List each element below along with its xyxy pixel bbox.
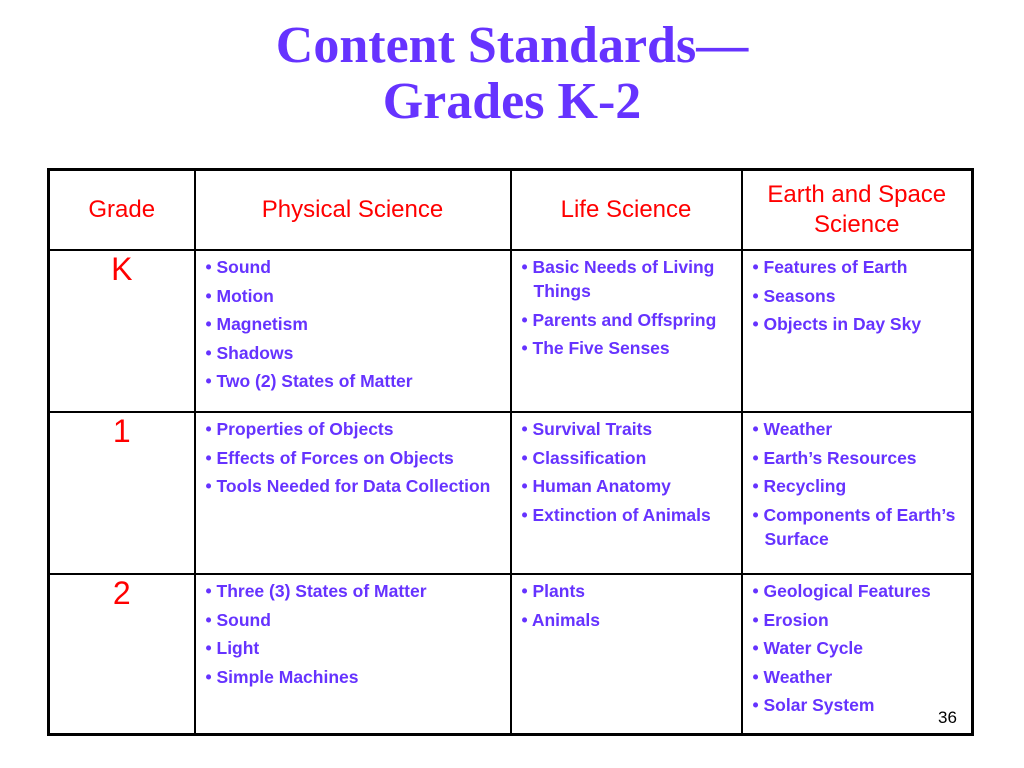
topic-list xyxy=(196,575,510,689)
life-science-cell xyxy=(511,250,742,412)
topic-list xyxy=(743,413,972,551)
topic-item xyxy=(753,665,964,689)
topic-text: Recycling xyxy=(763,476,847,496)
topic-item xyxy=(206,255,502,279)
topic-text: Components of Earth’s Surface xyxy=(763,504,956,549)
bullet-icon: • xyxy=(521,581,533,601)
topic-item xyxy=(753,255,964,279)
grade-cell: K xyxy=(49,250,195,412)
topic-list xyxy=(512,251,741,360)
topic-text: Basic Needs of Living Things xyxy=(532,257,715,301)
bullet-icon: • xyxy=(752,314,764,334)
topic-item xyxy=(753,608,964,632)
topic-item xyxy=(206,341,502,365)
bullet-icon: • xyxy=(205,419,217,439)
topic-text: Effects of Forces on Objects xyxy=(216,447,454,468)
bullet-icon: • xyxy=(752,419,764,439)
topic-text: Simple Machines xyxy=(216,666,359,687)
topic-text: Features of Earth xyxy=(763,257,908,277)
topic-list xyxy=(196,413,510,498)
bullet-icon: • xyxy=(205,342,217,363)
topic-item xyxy=(753,579,964,603)
topic-item xyxy=(206,369,502,393)
header-earth-space-science: Earth and Space Science xyxy=(742,170,973,251)
topic-item xyxy=(522,417,733,441)
bullet-icon: • xyxy=(752,257,764,277)
header-life-science: Life Science xyxy=(511,170,742,251)
bullet-icon: • xyxy=(521,257,533,277)
bullet-icon: • xyxy=(205,609,217,630)
bullet-icon: • xyxy=(752,666,764,687)
topic-text: Erosion xyxy=(763,609,829,630)
page-number: 36 xyxy=(938,708,957,727)
topic-item xyxy=(206,312,502,336)
header-physical-science: Physical Science xyxy=(195,170,511,251)
bullet-icon: • xyxy=(205,638,217,658)
topic-list xyxy=(743,251,972,336)
bullet-icon: • xyxy=(205,666,217,687)
bullet-icon: • xyxy=(205,285,217,306)
topic-item xyxy=(206,665,502,689)
topic-item xyxy=(753,284,964,308)
topic-text: Light xyxy=(216,638,260,658)
topic-item xyxy=(753,503,964,551)
topic-text: Properties of Objects xyxy=(216,419,394,439)
topic-text: Sound xyxy=(216,609,271,630)
content-standards-table xyxy=(47,168,974,736)
topic-text: Extinction of Animals xyxy=(532,504,711,525)
topic-text: Shadows xyxy=(216,342,294,363)
topic-text: Geological Features xyxy=(763,581,931,601)
table-row-grade-1 xyxy=(49,412,973,574)
topic-text: Sound xyxy=(216,257,271,277)
bullet-icon: • xyxy=(752,447,764,468)
bullet-icon: • xyxy=(205,314,217,334)
physical-science-cell xyxy=(195,250,511,412)
bullet-icon: • xyxy=(521,419,533,439)
topic-list xyxy=(196,251,510,393)
topic-text: Water Cycle xyxy=(763,638,864,658)
table-row-grade-k xyxy=(49,250,973,412)
topic-text: Survival Traits xyxy=(532,419,653,439)
topic-text: Three (3) States of Matter xyxy=(216,581,427,601)
bullet-icon: • xyxy=(521,504,533,525)
topic-text: Weather xyxy=(763,666,833,687)
topic-item xyxy=(753,312,964,336)
bullet-icon: • xyxy=(752,695,764,715)
topic-text: Parents and Offspring xyxy=(532,309,717,330)
table-row-grade-2 xyxy=(49,574,973,735)
bullet-icon: • xyxy=(521,338,533,358)
topic-item xyxy=(753,474,964,498)
slide-title xyxy=(0,18,1024,130)
title-line-1: Content Standards— xyxy=(275,17,749,74)
topic-item xyxy=(522,503,733,527)
physical-science-cell xyxy=(195,574,511,735)
topic-item xyxy=(522,255,733,303)
topic-text: Human Anatomy xyxy=(532,476,671,496)
topic-text: Solar System xyxy=(763,695,875,715)
topic-list xyxy=(743,575,972,717)
topic-text: Plants xyxy=(532,581,586,601)
bullet-icon: • xyxy=(752,609,764,630)
topic-text: Motion xyxy=(216,285,274,306)
title-line-2: Grades K-2 xyxy=(382,73,642,130)
topic-item xyxy=(206,284,502,308)
bullet-icon: • xyxy=(521,609,532,630)
bullet-icon: • xyxy=(205,257,217,277)
topic-text: Classification xyxy=(532,447,647,468)
bullet-icon: • xyxy=(752,285,764,306)
bullet-icon: • xyxy=(205,371,217,391)
topic-item xyxy=(522,308,733,332)
topic-item xyxy=(522,579,733,603)
earth-space-science-cell xyxy=(742,250,973,412)
topic-item xyxy=(206,417,502,441)
topic-item xyxy=(522,336,733,360)
physical-science-cell xyxy=(195,412,511,574)
topic-text: The Five Senses xyxy=(532,338,670,358)
topic-item xyxy=(206,636,502,660)
topic-text: Weather xyxy=(763,419,833,439)
topic-text: Magnetism xyxy=(216,314,308,334)
topic-item xyxy=(522,474,733,498)
topic-item xyxy=(753,446,964,470)
bullet-icon: • xyxy=(205,581,217,601)
topic-list xyxy=(512,413,741,527)
earth-space-science-cell xyxy=(742,412,973,574)
topic-text: Animals xyxy=(531,609,600,630)
topic-item xyxy=(753,636,964,660)
topic-item xyxy=(522,608,733,632)
topic-item xyxy=(753,693,964,717)
grade-cell: 2 xyxy=(49,574,195,735)
topic-item xyxy=(206,474,502,498)
bullet-icon: • xyxy=(752,504,764,525)
header-grade: Grade xyxy=(49,170,195,251)
topic-item xyxy=(206,446,502,470)
bullet-icon: • xyxy=(205,476,217,496)
topic-text: Tools Needed for Data Collection xyxy=(216,476,491,496)
bullet-icon: • xyxy=(521,309,533,330)
life-science-cell xyxy=(511,412,742,574)
topic-text: Two (2) States of Matter xyxy=(216,371,413,391)
bullet-icon: • xyxy=(752,476,764,496)
topic-item xyxy=(753,417,964,441)
topic-text: Seasons xyxy=(763,285,836,306)
bullet-icon: • xyxy=(752,581,764,601)
topic-item xyxy=(206,579,502,603)
grade-cell: 1 xyxy=(49,412,195,574)
bullet-icon: • xyxy=(205,447,217,468)
life-science-cell xyxy=(511,574,742,735)
topic-text: Earth’s Resources xyxy=(763,447,917,468)
bullet-icon: • xyxy=(521,447,533,468)
bullet-icon: • xyxy=(521,476,533,496)
bullet-icon: • xyxy=(752,638,764,658)
topic-list xyxy=(512,575,741,632)
topic-text: Objects in Day Sky xyxy=(763,314,922,334)
topic-item xyxy=(522,446,733,470)
topic-item xyxy=(206,608,502,632)
header-row xyxy=(49,170,973,251)
